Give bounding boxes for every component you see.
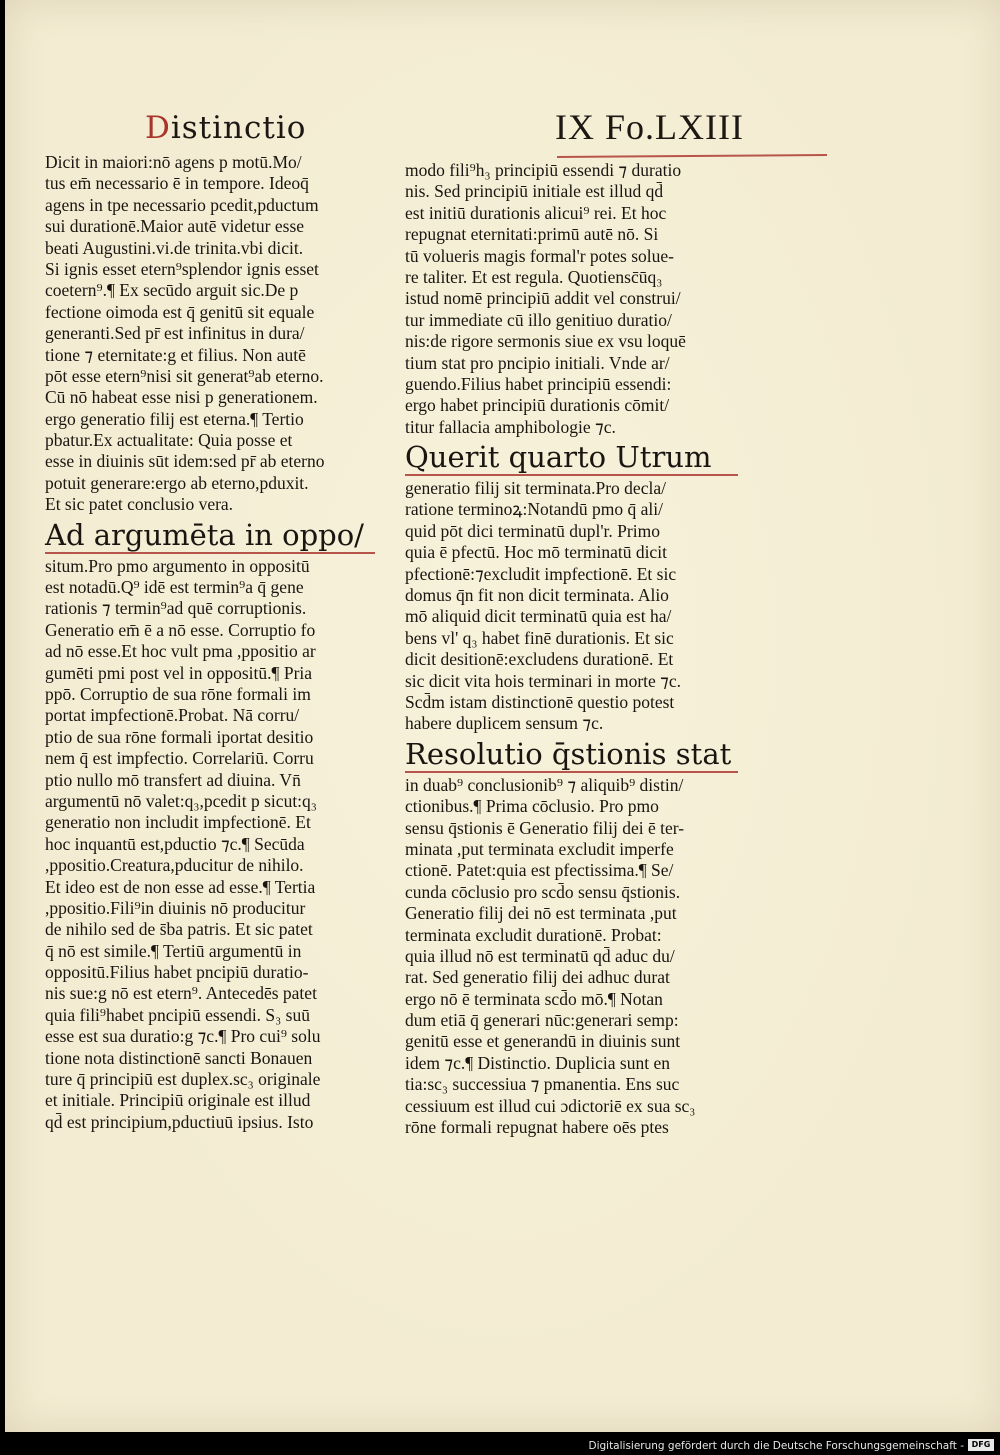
red-rule-heading bbox=[405, 771, 738, 773]
text-line: nem q̄ est impfectio. Correlariū. Corru bbox=[45, 748, 314, 769]
text-line: terminata excludit durationē. Probat: bbox=[405, 924, 662, 945]
text-line: rationis ⁊ termin⁹ad quē corruptionis. bbox=[45, 598, 307, 619]
text-line: istud nomē principiū addit vel construi/ bbox=[405, 288, 681, 309]
text-line: ergo habet principiū durationis cōmit/ bbox=[405, 395, 670, 416]
text-line: dum etiā q̄ generari nūc:generari semp: bbox=[405, 1010, 679, 1031]
heading-text: Resolutio q̄stionis stat bbox=[405, 736, 732, 771]
text-line: in duab⁹ conclusionib⁹ ⁊ aliquib⁹ distin/ bbox=[405, 774, 684, 795]
text-line: ad nō esse.Et hoc vult pma ,ppositio ar bbox=[45, 641, 316, 662]
text-line: ture q̄ principiū est duplex.sc₃ originale bbox=[45, 1069, 321, 1090]
text-line: quia fili⁹habet pncipiū essendi. S₃ suū bbox=[45, 1004, 310, 1025]
section-heading-resolutio bbox=[405, 737, 740, 775]
text-line: Generatio em̄ ē a nō esse. Corruptio fo bbox=[45, 619, 316, 640]
text-line: re taliter. Et est regula. Quotiensc̄ūq₃ bbox=[405, 266, 663, 287]
text-line: ctionibus.¶ Prima cōclusio. Pro pmo bbox=[405, 796, 659, 817]
text-line: cunda cōclusio pro scd̄o sensu q̄stionis. bbox=[405, 881, 681, 902]
footer-credit: Digitalisierung gefördert durch die Deutsche Forschungsgemeinschaft - bbox=[588, 1440, 964, 1452]
dfg-logo: DFG bbox=[968, 1439, 994, 1451]
text-line: ptio de sua rōne formali iportat desitio bbox=[45, 726, 314, 747]
left-column bbox=[45, 152, 385, 1133]
running-head-text: istinctio bbox=[170, 110, 307, 146]
right-column bbox=[405, 160, 740, 1138]
text-line: nis:de rigore sermonis siue ex vsu loquē bbox=[405, 331, 686, 352]
text-line: oppositū.Filius habet pncipiū duratio- bbox=[45, 962, 309, 983]
text-line: sensu q̄stionis ē Generatio filij dei ē ter- bbox=[405, 817, 685, 838]
text-line: nis. Sed principiū initiale est illud qd̄ bbox=[405, 181, 664, 202]
text-line: Dicit in maiori:nō agens p motū.Mo/ bbox=[45, 152, 302, 172]
text-line: tus em̄ necessario ē in tempore. Ideoq̄ bbox=[45, 173, 309, 194]
text-line: ergo nō ē terminata scd̄o mō.¶ Notan bbox=[405, 988, 663, 1009]
text-line: sui durationē.Maior autē videtur esse bbox=[45, 216, 305, 237]
text-line: Generatio filij dei nō est terminata ,put bbox=[405, 903, 677, 924]
text-line: ppō. Corruptio de sua rōne formali im bbox=[45, 683, 311, 704]
text-line: generanti.Sed pr̄ est infinitus in dura/ bbox=[45, 323, 305, 344]
text-line: tium stat pro pncipio initiali. Vnde ar/ bbox=[405, 352, 670, 373]
text-line: cessiuum est illud cui ɔdictoriē ex sua sc₃ bbox=[405, 1095, 696, 1116]
text-line: quid pōt dici terminatū dupl'r. Primo bbox=[405, 520, 660, 541]
text-line: gumēti pmi post vel in oppositū.¶ Pria bbox=[45, 662, 313, 683]
text-line: genitū esse et generandū in diuinis sunt bbox=[405, 1031, 681, 1052]
text-line: fectione oimoda est q̄ genitū sit equale bbox=[45, 301, 315, 322]
text-line: ptio nullo mō transfert ad diuina. Vn̄ bbox=[45, 769, 301, 790]
text-line: pbatur.Ex actualitate: Quia posse et bbox=[45, 430, 293, 451]
text-line: ctionē. Patet:quia est pfectissima.¶ Se/ bbox=[405, 860, 674, 881]
running-head-left bbox=[145, 110, 306, 146]
left-text-block-1 bbox=[45, 152, 385, 516]
text-line: quia illud nō est terminatū qd̄ aduc du/ bbox=[405, 945, 675, 966]
text-line: Cū nō habeat esse nisi p generationem. bbox=[45, 387, 318, 408]
text-line: generatio filij sit terminata.Pro decla/ bbox=[405, 478, 666, 499]
text-line: est initiū durationis alicui⁹ rei. Et hoc bbox=[405, 202, 667, 223]
text-line: Et sic patet conclusio vera. bbox=[45, 494, 234, 515]
text-line: ergo generatio filij est eterna.¶ Tertio bbox=[45, 408, 304, 429]
right-text-block-1 bbox=[405, 160, 740, 438]
text-line: tur immediate cū illo genitiuo duratio/ bbox=[405, 309, 672, 330]
text-line: Et ideo est de non esse ad esse.¶ Tertia bbox=[45, 876, 316, 897]
text-line: quia ē pfectū. Hoc mō terminatū dicit bbox=[405, 542, 667, 563]
text-line: pfectionē:⁊excludit impfectionē. Et sic bbox=[405, 563, 677, 584]
running-head-initial: D bbox=[145, 110, 171, 146]
text-line: mō aliquid dicit terminatū quia est ha/ bbox=[405, 606, 672, 627]
text-line: tia:sc₃ successiua ⁊ pmanentia. Ens suc bbox=[405, 1074, 680, 1095]
text-line: ,ppositio.Fili⁹in diuinis nō producitur bbox=[45, 897, 306, 918]
folio-number: IX Fo.LXIII bbox=[555, 107, 744, 147]
left-text-block-2 bbox=[45, 556, 385, 1134]
text-line: ratione terminoꝝ:Notandū pmo q̄ ali/ bbox=[405, 499, 663, 520]
text-line: generatio non includit impfectionē. Et bbox=[45, 812, 311, 833]
text-line: tione ⁊ eternitate:g et filius. Non autē bbox=[45, 344, 306, 365]
text-line: idem ⁊c.¶ Distinctio. Duplicia sunt en bbox=[405, 1052, 670, 1073]
text-line: agens in tpe necessario pcedit,pductum bbox=[45, 194, 319, 215]
text-line: argumentū nō valet:q₃,pcedit p sicut:q₃ bbox=[45, 790, 317, 811]
text-line: rōne formali repugnat habere oēs ptes bbox=[405, 1117, 669, 1138]
red-rule-heading bbox=[405, 474, 738, 476]
text-line: repugnat eternitati:primū autē nō. Si bbox=[405, 224, 659, 245]
text-line: tione nota distinctionē sancti Bonauen bbox=[45, 1047, 313, 1068]
right-text-block-3 bbox=[405, 775, 740, 1139]
text-line: bens vl' q₃ habet finē durationis. Et sic bbox=[405, 627, 674, 648]
text-line: potuit generare:ergo ab eterno,pduxit. bbox=[45, 472, 309, 493]
section-heading-ad-argumenta bbox=[45, 518, 385, 556]
text-line: pōt esse etern⁹nisi sit generat⁹ab eterno. bbox=[45, 365, 324, 386]
text-line: modo fili⁹h₃ principiū essendi ⁊ duratio bbox=[405, 160, 682, 180]
text-line: esse est sua duratio:g ⁊c.¶ Pro cui⁹ solu bbox=[45, 1026, 321, 1047]
text-line: esse in diuinis sūt idem:sed pr̄ ab eterno bbox=[45, 451, 325, 472]
text-line: titur fallacia amphibologie ⁊c. bbox=[405, 416, 616, 437]
heading-text: Ad argumēta in oppo/ bbox=[45, 517, 364, 552]
text-line: de nihilo sed de s̄ba patris. Et sic patet bbox=[45, 919, 313, 940]
text-line: tū volueris magis formal'r potes solue- bbox=[405, 245, 675, 266]
text-line: domus q̄n fit non dicit terminata. Alio bbox=[405, 585, 669, 606]
text-line: et initiale. Principiū originale est illud bbox=[45, 1090, 311, 1111]
section-heading-querit bbox=[405, 440, 740, 478]
text-line: hoc inquantū est,pductio ⁊c.¶ Secūda bbox=[45, 833, 305, 854]
text-line: beati Augustini.vi.de trinita.vbi dicit. bbox=[45, 237, 304, 258]
text-line: ,ppositio.Creatura,pducitur de nihilo. bbox=[45, 855, 304, 876]
text-line: est notadū.Q⁹ idē est termin⁹a q̄ gene bbox=[45, 577, 304, 598]
text-line: situm.Pro pmo argumento in oppositū bbox=[45, 555, 310, 576]
text-line: habere duplicem sensum ⁊c. bbox=[405, 713, 604, 734]
text-line: coetern⁹.¶ Ex secūdo arguit sic.De p bbox=[45, 280, 299, 301]
text-line: q̄ nō est simile.¶ Tertiū argumentū in bbox=[45, 940, 302, 961]
text-line: Si ignis esset etern⁹splendor ignis esset bbox=[45, 258, 319, 279]
right-text-block-2 bbox=[405, 478, 740, 735]
text-line: portat impfectionē.Probat. Nā corru/ bbox=[45, 705, 300, 726]
text-line: dicit desitionē:excludens durationē. Et bbox=[405, 649, 674, 670]
text-line: qd̄ est principium,pductiuū ipsius. Isto bbox=[45, 1111, 314, 1132]
text-line: nis sue:g nō est etern⁹. Antecedēs patet bbox=[45, 983, 317, 1004]
text-line: rat. Sed generatio filij dei adhuc durat bbox=[405, 967, 670, 988]
red-rule-heading bbox=[45, 552, 375, 554]
text-line: Scd̄m istam distinctionē questio potest bbox=[405, 691, 675, 712]
text-line: sic dicit vita hois terminari in morte ⁊c. bbox=[405, 670, 681, 691]
text-line: guendo.Filius habet principiū essendi: bbox=[405, 373, 672, 394]
text-line: minata ,put terminata excludit imperfe bbox=[405, 838, 674, 859]
heading-text: Querit quarto Utrum bbox=[405, 440, 712, 475]
